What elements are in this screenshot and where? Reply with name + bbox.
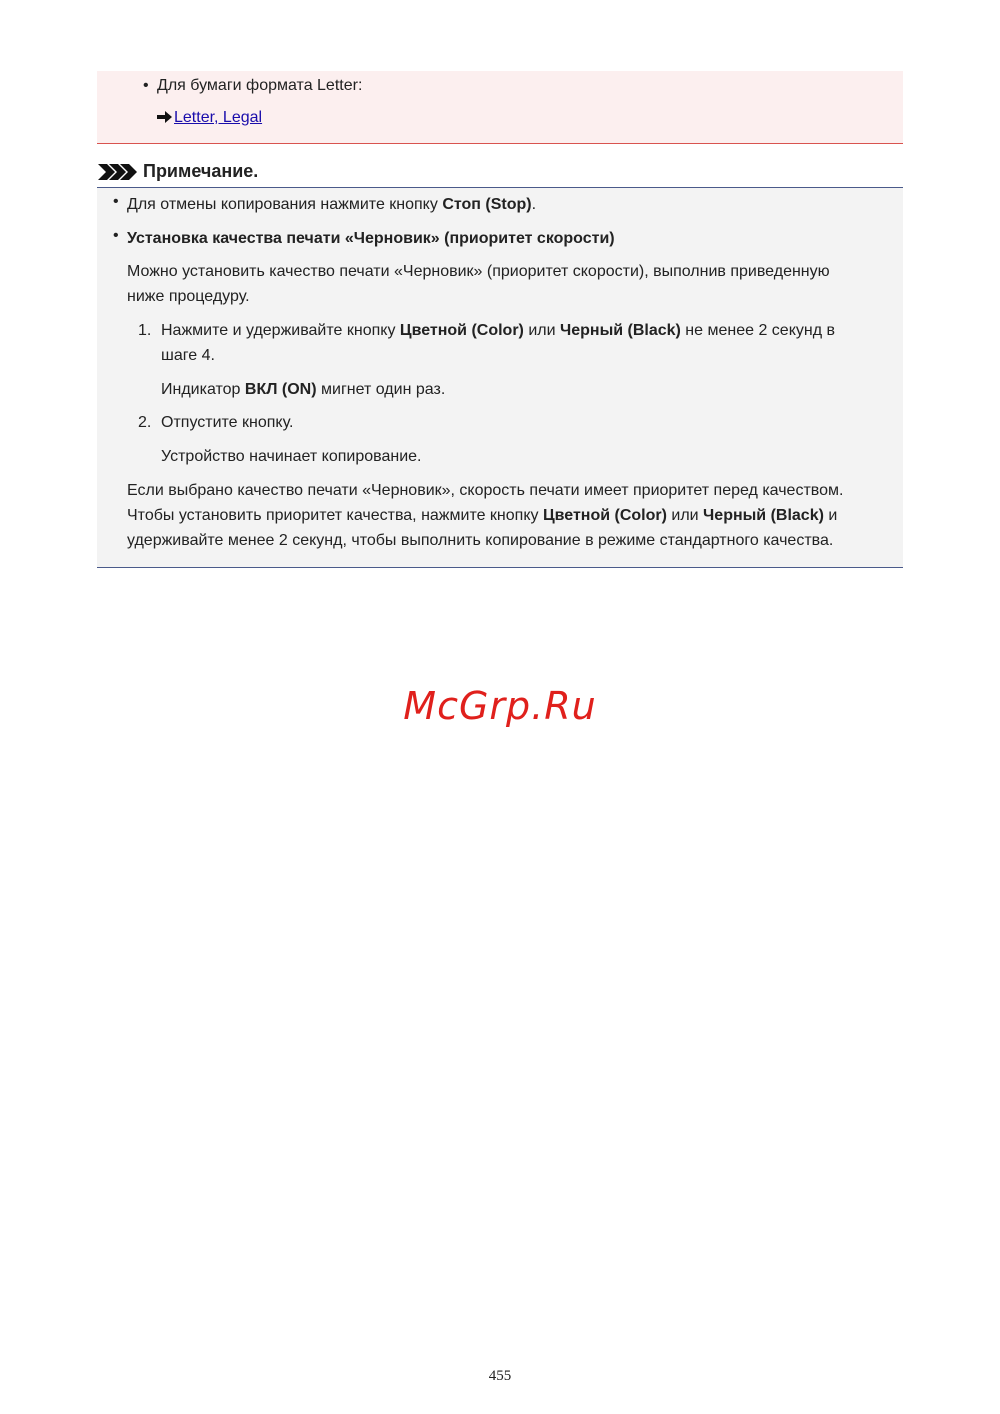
color-button-label: Цветной (Color) [542,507,667,524]
caution-item-text: Для бумаги формата Letter: [157,77,363,94]
caution-link-line [157,107,262,129]
page-number: 455 [488,1368,512,1384]
draft-quality-heading: Установка качества печати «Черновик» (приоритет скорости) [127,230,615,247]
step2-sub: Устройство начинает копирование. [161,448,422,465]
note-body [97,188,903,568]
draft-para-line1: Можно установить качество печати «Черновик» (приоритет скорости), выполнив приведенную [127,263,830,280]
bullet: • [113,227,119,244]
note-item-punct: . [531,196,537,213]
step2-number: 2. [138,414,152,431]
stop-button-label: Стоп (Stop) [442,196,532,213]
step1-or: или [523,322,560,339]
priority-tail: и [823,507,838,524]
note-item-text: Для отмены копирования нажмите кнопку [127,196,443,213]
priority-para-line2 [127,504,837,528]
note-item-stop [127,193,536,217]
step1-sub [161,378,445,402]
black-button-label: Черный (Black) [559,322,681,339]
caution-box [97,71,903,144]
step1-line2: шаге 4. [161,347,215,364]
step1-sub-tail: мигнет один раз. [316,381,446,398]
priority-para-line1: Если выбрано качество печати «Черновик», скорость печати имеет приоритет перед качеством. [127,482,844,499]
step1-line1 [161,319,835,343]
color-button-label: Цветной (Color) [399,322,524,339]
watermark: McGrp.Ru [403,684,597,728]
step1-sub-text: Индикатор [161,381,245,398]
right-arrow-icon [157,111,172,123]
note-header [97,158,903,188]
step1-tail: не менее 2 секунд в [680,322,835,339]
triple-chevron-icon [98,164,138,180]
step2-text: Отпустите кнопку. [161,414,294,431]
bullet: • [113,193,119,210]
step1-text: Нажмите и удерживайте кнопку [161,322,400,339]
bullet: • [143,77,149,94]
letter-legal-link[interactable]: Letter, Legal [174,109,263,126]
priority-para-line3: удерживайте менее 2 секунд, чтобы выполнить копирование в режиме стандартного качества. [127,532,834,549]
black-button-label: Черный (Black) [703,507,824,524]
priority-text: Чтобы установить приоритет качества, нажмите кнопку [127,507,543,524]
on-indicator-label: ВКЛ (ON) [244,381,317,398]
step1-number: 1. [138,322,152,339]
note-title: Примечание. [143,161,259,181]
draft-para-line2: ниже процедуру. [127,288,250,305]
priority-or: или [666,507,704,524]
